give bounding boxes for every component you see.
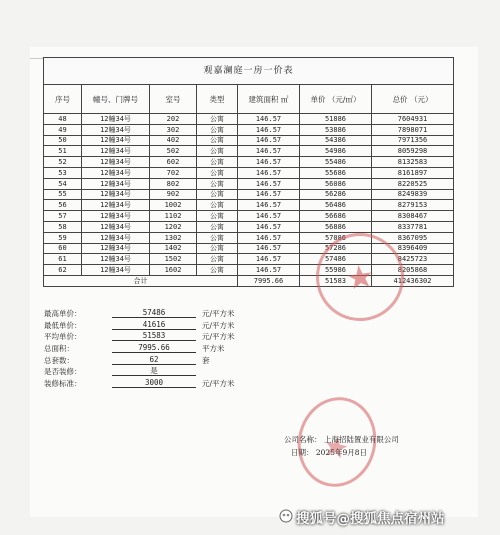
cell-room: 1402 <box>150 243 197 254</box>
cell-area: 146.57 <box>238 114 300 125</box>
watermark-text: 搜狐号@搜狐焦点宿州站 <box>296 511 445 527</box>
cell-area: 146.57 <box>238 135 300 146</box>
cell-building: 12幢34号 <box>82 232 150 243</box>
header-unit-price: 单价 （元/㎡） <box>300 85 372 114</box>
cell-seq: 50 <box>44 135 82 146</box>
summary-label: 是否装修： <box>44 367 82 377</box>
cell-total-price: 8367095 <box>372 232 454 243</box>
cell-total-price: 8220525 <box>372 178 454 189</box>
cell-room: 402 <box>150 135 197 146</box>
summary-label: 总面积： <box>44 344 74 354</box>
summary-row <box>44 378 284 390</box>
cell-building: 12幢34号 <box>82 243 150 254</box>
cell-room: 802 <box>150 178 197 189</box>
cell-area: 146.57 <box>238 146 300 157</box>
cell-seq: 52 <box>44 157 82 168</box>
table-row <box>44 167 454 178</box>
company-name: 公司名称： 上海招陆置业有限公司 <box>284 435 399 444</box>
cell-building: 12幢34号 <box>82 221 150 232</box>
total-area: 7995.66 <box>238 275 300 286</box>
cell-building: 12幢34号 <box>82 211 150 222</box>
table-row <box>44 135 454 146</box>
cell-seq: 49 <box>44 124 82 135</box>
cell-type: 公寓 <box>197 211 238 222</box>
cell-room: 202 <box>150 114 197 125</box>
cell-room: 902 <box>150 189 197 200</box>
cell-total-price: 8337781 <box>372 221 454 232</box>
cell-building: 12幢34号 <box>82 200 150 211</box>
cell-area: 146.57 <box>238 189 300 200</box>
summary-unit: 套 <box>202 355 210 365</box>
sohu-logo-icon <box>279 509 293 523</box>
cell-building: 12幢34号 <box>82 157 150 168</box>
cell-type: 公寓 <box>197 124 238 135</box>
cell-total-price: 8205868 <box>372 265 454 276</box>
header-total-price: 总价 （元） <box>372 85 454 114</box>
cell-unit-price: 53886 <box>300 124 372 135</box>
cell-seq: 53 <box>44 167 82 178</box>
company-seal-stamp <box>310 227 409 326</box>
header-building: 幢号、门牌号 <box>82 85 150 114</box>
cell-area: 146.57 <box>238 211 300 222</box>
summary-label: 总套数： <box>44 355 74 365</box>
cell-type: 公寓 <box>197 200 238 211</box>
cell-building: 12幢34号 <box>82 178 150 189</box>
cell-building: 12幢34号 <box>82 254 150 265</box>
document-date: 日期： 2025年9月8日 <box>291 448 368 457</box>
cell-total-price: 7898071 <box>372 124 454 135</box>
cell-unit-price: 57086 <box>300 232 372 243</box>
cell-unit-price: 55486 <box>300 157 372 168</box>
cell-building: 12幢34号 <box>82 146 150 157</box>
cell-area: 146.57 <box>238 124 300 135</box>
cell-building: 12幢34号 <box>82 135 150 146</box>
summary-value: 51583 <box>112 331 196 341</box>
total-label: 合计 <box>44 275 238 286</box>
table-row <box>44 189 454 200</box>
cell-unit-price: 54386 <box>300 135 372 146</box>
cell-type: 公寓 <box>197 178 238 189</box>
header-seq: 序号 <box>44 85 82 114</box>
table-row <box>44 124 454 135</box>
cell-total-price: 7971356 <box>372 135 454 146</box>
cell-total-price: 8425723 <box>372 254 454 265</box>
cell-type: 公寓 <box>197 157 238 168</box>
cell-building: 12幢34号 <box>82 189 150 200</box>
cell-room: 502 <box>150 146 197 157</box>
cell-room: 1302 <box>150 232 197 243</box>
cell-unit-price: 56686 <box>300 211 372 222</box>
cell-building: 12幢34号 <box>82 167 150 178</box>
cell-room: 1202 <box>150 221 197 232</box>
cell-seq: 59 <box>44 232 82 243</box>
cell-total-price: 8396409 <box>372 243 454 254</box>
summary-value: 7995.66 <box>112 343 196 353</box>
cell-building: 12幢34号 <box>82 124 150 135</box>
cell-area: 146.57 <box>238 200 300 211</box>
cell-building: 12幢34号 <box>82 114 150 125</box>
cell-room: 1602 <box>150 265 197 276</box>
cell-seq: 48 <box>44 114 82 125</box>
summary-unit: 元/平方米 <box>202 332 235 342</box>
cell-unit-price: 57286 <box>300 243 372 254</box>
cell-area: 146.57 <box>238 157 300 168</box>
cell-unit-price: 56486 <box>300 200 372 211</box>
cell-seq: 62 <box>44 265 82 276</box>
cell-area: 146.57 <box>238 167 300 178</box>
cell-area: 146.57 <box>238 254 300 265</box>
table-row <box>44 200 454 211</box>
table-row <box>44 114 454 125</box>
cell-total-price: 7604931 <box>372 114 454 125</box>
cell-unit-price: 55686 <box>300 167 372 178</box>
header-type: 类型 <box>197 85 238 114</box>
summary-row <box>44 320 284 332</box>
cell-unit-price: 56286 <box>300 189 372 200</box>
header-room: 室号 <box>150 85 197 114</box>
cell-area: 146.57 <box>238 221 300 232</box>
summary-row <box>44 331 284 343</box>
summary-unit: 元/平方米 <box>202 379 235 389</box>
table-row <box>44 146 454 157</box>
summary-unit: 元/平方米 <box>202 309 235 318</box>
cell-type: 公寓 <box>197 265 238 276</box>
cell-seq: 61 <box>44 254 82 265</box>
cell-area: 146.57 <box>238 178 300 189</box>
cell-seq: 54 <box>44 178 82 189</box>
cell-room: 602 <box>150 157 197 168</box>
summary-value: 3000 <box>112 378 196 388</box>
summary-unit: 平方米 <box>202 344 225 354</box>
summary-label: 最低单价： <box>44 320 82 330</box>
cell-building: 12幢34号 <box>82 265 150 276</box>
cell-type: 公寓 <box>197 243 238 254</box>
cell-unit-price: 54986 <box>300 146 372 157</box>
cell-area: 146.57 <box>238 265 300 276</box>
header-area: 建筑面积 ㎡ <box>238 85 300 114</box>
table-row <box>44 157 454 168</box>
cell-room: 1102 <box>150 211 197 222</box>
cell-total-price: 8059298 <box>372 146 454 157</box>
cell-area: 146.57 <box>238 243 300 254</box>
cell-total-price: 8279153 <box>372 200 454 211</box>
cell-total-price: 8161897 <box>372 167 454 178</box>
cell-room: 302 <box>150 124 197 135</box>
cell-seq: 57 <box>44 211 82 222</box>
seal-star-icon <box>314 231 407 324</box>
summary-value: 62 <box>112 355 196 365</box>
cell-type: 公寓 <box>197 232 238 243</box>
cell-type: 公寓 <box>197 146 238 157</box>
cell-type: 公寓 <box>197 189 238 200</box>
cell-total-price: 8308467 <box>372 211 454 222</box>
summary-row <box>44 308 284 320</box>
cell-unit-price: 56886 <box>300 221 372 232</box>
cell-room: 702 <box>150 167 197 178</box>
cell-seq: 55 <box>44 189 82 200</box>
cell-seq: 58 <box>44 221 82 232</box>
cell-type: 公寓 <box>197 167 238 178</box>
cell-total-price: 8132583 <box>372 157 454 168</box>
table-row <box>44 178 454 189</box>
summary-row <box>44 366 284 378</box>
total-unit-price: 51583 <box>300 275 372 286</box>
cell-type: 公寓 <box>197 114 238 125</box>
summary-label: 装修标准： <box>44 379 82 389</box>
cell-type: 公寓 <box>197 135 238 146</box>
table-title: 观嘉澜庭一房一价表 <box>44 58 454 85</box>
cell-unit-price: 55986 <box>300 265 372 276</box>
cell-seq: 56 <box>44 200 82 211</box>
cell-seq: 51 <box>44 146 82 157</box>
summary-block <box>44 308 284 390</box>
total-price: 412436302 <box>372 275 454 286</box>
cell-total-price: 8249839 <box>372 189 454 200</box>
summary-label: 最高单价： <box>44 309 82 318</box>
summary-unit: 元/平方米 <box>202 320 235 330</box>
table-row <box>44 211 454 222</box>
cell-unit-price: 51886 <box>300 114 372 125</box>
cell-unit-price: 56086 <box>300 178 372 189</box>
cell-type: 公寓 <box>197 221 238 232</box>
summary-row <box>44 343 284 355</box>
cell-room: 1502 <box>150 254 197 265</box>
cell-seq: 60 <box>44 243 82 254</box>
summary-value: 是 <box>112 366 196 376</box>
summary-value: 57486 <box>112 308 196 318</box>
cell-area: 146.57 <box>238 232 300 243</box>
summary-value: 41616 <box>112 320 196 330</box>
cell-unit-price: 57486 <box>300 254 372 265</box>
summary-label: 平均单价： <box>44 332 82 342</box>
cell-type: 公寓 <box>197 254 238 265</box>
summary-row <box>44 355 284 367</box>
cell-room: 1002 <box>150 200 197 211</box>
